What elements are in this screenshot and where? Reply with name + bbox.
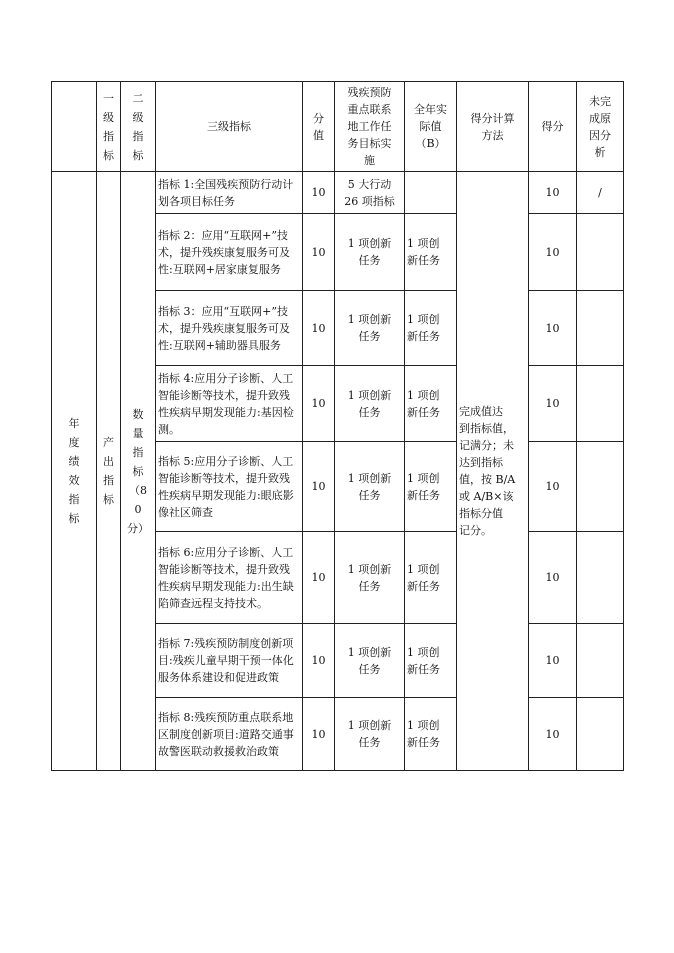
indicator-score: 10: [529, 291, 577, 366]
indicator-value: 10: [303, 442, 335, 532]
indicator-actual: 1 项创 新任务: [405, 698, 457, 771]
indicator-target: 1 项创新 任务: [335, 442, 405, 532]
indicator-text: 指标 7:残疾预防制度创新项目:残疾儿童早期干预一体化服务体系建设和促进政策: [156, 624, 303, 698]
indicator-value: 10: [303, 698, 335, 771]
indicator-actual: 1 项创 新任务: [405, 291, 457, 366]
indicator-reason: /: [577, 172, 624, 214]
indicator-text: 指标 8:残疾预防重点联系地区制度创新项目:道路交通事故警医联动救援救治政策: [156, 698, 303, 771]
indicator-actual: 1 项创 新任务: [405, 442, 457, 532]
performance-table: [51, 81, 624, 771]
indicator-score: 10: [529, 624, 577, 698]
indicator-reason: [577, 214, 624, 291]
indicator-text: 指标 5:应用分子诊断、人工智能诊断等技术，提升致残性疾病早期发现能力:眼底影像社区筛查: [156, 442, 303, 532]
indicator-text: 指标 1:全国残疾预防行动计划各项目标任务: [156, 172, 303, 214]
indicator-value: 10: [303, 214, 335, 291]
table-row: [52, 172, 624, 214]
indicator-target: 1 项创新 任务: [335, 624, 405, 698]
indicator-target: 1 项创新 任务: [335, 698, 405, 771]
header-level1: 一 级 指 标: [97, 82, 121, 172]
header-level3: 三级指标: [156, 82, 303, 172]
indicator-reason: [577, 624, 624, 698]
indicator-actual: 1 项创 新任务: [405, 624, 457, 698]
header-level2: 二 级 指 标: [121, 82, 156, 172]
level1-label: 产 出 指 标: [97, 172, 121, 771]
header-reason: 未完 成原 因分 析: [577, 82, 624, 172]
header-score: 得分: [529, 82, 577, 172]
indicator-target: 5 大行动 26 项指标: [335, 172, 405, 214]
indicator-reason: [577, 442, 624, 532]
indicator-value: 10: [303, 172, 335, 214]
indicator-score: 10: [529, 442, 577, 532]
indicator-value: 10: [303, 532, 335, 624]
header-actual: 全年实 际值 （B）: [405, 82, 457, 172]
scoring-method: 完成值达 到指标值， 记满分；未 达到指标 值，按 B/A 或 A/B×该 指标分值 记分。: [457, 172, 529, 771]
indicator-value: 10: [303, 366, 335, 442]
indicator-text: 指标 3：应用“互联网+”技术，提升残疾康复服务可及性:互联网+辅助器具服务: [156, 291, 303, 366]
indicator-target: 1 项创新 任务: [335, 532, 405, 624]
header-score-value: 分 值: [303, 82, 335, 172]
indicator-text: 指标 4:应用分子诊断、人工智能诊断等技术，提升致残性疾病早期发现能力:基因检测。: [156, 366, 303, 442]
indicator-score: 10: [529, 532, 577, 624]
indicator-target: 1 项创新 任务: [335, 366, 405, 442]
indicator-reason: [577, 291, 624, 366]
header-target: 残疾预防 重点联系 地工作任 务目标实 施: [335, 82, 405, 172]
indicator-reason: [577, 698, 624, 771]
indicator-score: 10: [529, 698, 577, 771]
header-row: [52, 82, 624, 172]
header-method: 得分计算 方法: [457, 82, 529, 172]
indicator-actual: [405, 172, 457, 214]
indicator-text: 指标 2：应用“互联网+”技术，提升残疾康复服务可及性:互联网+居家康复服务: [156, 214, 303, 291]
indicator-score: 10: [529, 214, 577, 291]
indicator-target: 1 项创新 任务: [335, 291, 405, 366]
indicator-value: 10: [303, 291, 335, 366]
indicator-reason: [577, 532, 624, 624]
indicator-actual: 1 项创 新任务: [405, 366, 457, 442]
indicator-text: 指标 6:应用分子诊断、人工智能诊断等技术，提升致残性疾病早期发现能力:出生缺陷筛查远程支持技术。: [156, 532, 303, 624]
indicator-reason: [577, 366, 624, 442]
indicator-value: 10: [303, 624, 335, 698]
indicator-actual: 1 项创 新任务: [405, 532, 457, 624]
indicator-score: 10: [529, 366, 577, 442]
indicator-target: 1 项创新 任务: [335, 214, 405, 291]
header-level0: [52, 82, 97, 172]
indicator-actual: 1 项创 新任务: [405, 214, 457, 291]
level2-label: 数 量 指 标 （8 0 分）: [121, 172, 156, 771]
level0-label: 年 度 绩 效 指 标: [52, 172, 97, 771]
indicator-score: 10: [529, 172, 577, 214]
